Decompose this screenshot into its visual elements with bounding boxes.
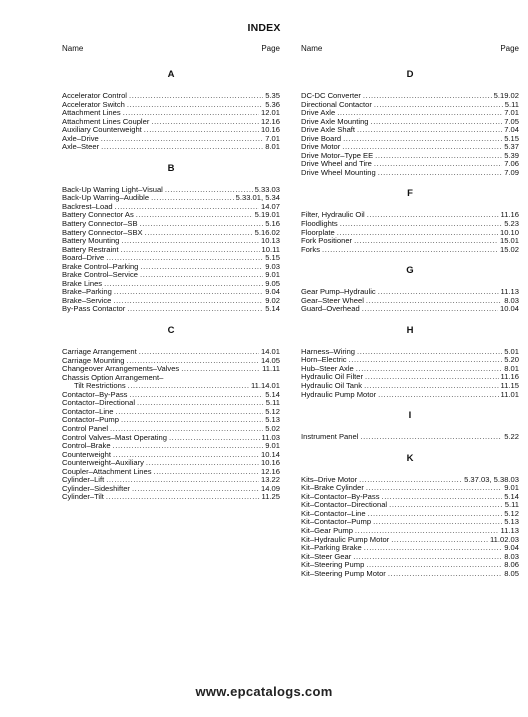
index-column-left <box>62 44 280 502</box>
dot-leader <box>140 220 264 229</box>
entry-name: Kit–Contactor–Pump <box>301 517 372 527</box>
entry-name: Carriage Mounting <box>62 355 125 365</box>
name-column-label: Name <box>301 44 323 53</box>
entry-name: Control–Brake <box>62 441 111 451</box>
entry-page: 11.15 <box>500 381 519 391</box>
entry-page: 15.01 <box>499 236 519 246</box>
index-section-k <box>301 452 519 579</box>
section-letter: F <box>407 188 413 200</box>
entry-name: Control Valves–Mast Operating <box>62 432 167 442</box>
entry-name: Filter, Hydraulic Oil <box>301 210 365 220</box>
entry-page: 7.06 <box>504 159 519 169</box>
dot-leader <box>181 365 260 374</box>
entry-name: Attachment Lines Coupler <box>62 116 150 126</box>
entry-name: Cylinder–Tilt <box>62 492 104 502</box>
entry-name: Brake–Parking <box>62 287 112 297</box>
dot-leader <box>378 391 498 400</box>
dot-leader <box>144 126 259 135</box>
dot-leader <box>374 101 503 110</box>
entry-name: Gear–Steer Wheel <box>301 295 364 305</box>
entry-page: 5.16.02 <box>254 227 280 237</box>
index-section-i <box>301 409 519 442</box>
entry-name: Backrest–Load <box>62 201 113 211</box>
entry-page: 11.02.03 <box>490 534 519 544</box>
entry-page: 10.04 <box>499 304 519 314</box>
entry-page: 8.01 <box>265 142 280 152</box>
entry-page: 8.06 <box>504 560 519 570</box>
entry-name: Forks <box>301 244 320 254</box>
dot-leader <box>121 416 263 425</box>
index-entry <box>301 391 519 400</box>
index-entry <box>62 143 280 152</box>
index-section-a <box>62 68 280 152</box>
entry-name: Kit–Contactor–Line <box>301 508 366 518</box>
dot-leader <box>129 391 263 400</box>
entry-name: Kits–Drive Motor <box>301 474 358 484</box>
entry-page: 5.37 <box>504 142 519 152</box>
entry-name: Brake–Service <box>62 295 112 305</box>
dot-leader <box>343 135 502 144</box>
entry-page: 12.16 <box>260 116 280 126</box>
entry-name: Counterweight–Auxiliary <box>62 458 144 468</box>
dot-leader <box>127 305 263 314</box>
page-title: INDEX <box>247 22 281 34</box>
index-entry <box>301 246 519 255</box>
section-letter: G <box>406 265 414 277</box>
entry-name: Kit–Contactor–By-Pass <box>301 491 380 501</box>
entry-page: 5.14 <box>504 491 519 501</box>
index-entry <box>301 570 519 579</box>
dot-leader <box>145 229 253 238</box>
index-entry <box>301 305 519 314</box>
dot-leader <box>375 152 502 161</box>
entry-name: Cylinder–Sideshifter <box>62 483 130 493</box>
entry-name: Horn–Electric <box>301 355 347 365</box>
entry-page: 11.03 <box>261 432 280 442</box>
entry-name: Battery Connector–SB <box>62 219 138 229</box>
entry-page: 5.11 <box>504 500 519 510</box>
entry-name: Drive Motor–Type EE <box>301 150 374 160</box>
dot-leader <box>113 297 263 306</box>
entry-page: 10.16 <box>260 125 280 135</box>
entry-page: 8.05 <box>504 568 519 578</box>
entry-page: 9.01 <box>265 441 280 451</box>
index-entry <box>62 305 280 314</box>
entry-page: 5.39 <box>504 150 519 160</box>
section-letter: B <box>167 162 175 174</box>
column-header <box>301 44 519 58</box>
entry-page: 5.23 <box>504 219 519 229</box>
dot-leader <box>121 246 260 255</box>
dot-leader <box>337 229 498 238</box>
entry-page: 5.13 <box>265 415 280 425</box>
entry-name: Kit–Parking Brake <box>301 543 362 553</box>
section-letter: C <box>167 325 175 337</box>
entry-page: 9.04 <box>265 287 280 297</box>
dot-leader <box>101 143 263 152</box>
entry-name: Coupler–Attachment Lines <box>62 466 152 476</box>
entry-name: Contactor–Directional <box>62 398 136 408</box>
entry-page: 11.13 <box>500 525 519 535</box>
dot-leader <box>139 348 259 357</box>
entry-page: 10.13 <box>260 236 280 246</box>
entry-page: 5.15 <box>504 133 519 143</box>
dot-leader <box>388 570 502 579</box>
entry-page: 7.09 <box>504 167 519 177</box>
entry-page: 5.12 <box>504 508 519 518</box>
entry-page: 9.02 <box>265 295 280 305</box>
dot-leader <box>391 536 488 545</box>
entry-name: Brake Control–Parking <box>62 261 139 271</box>
entry-page: 10.14 <box>260 449 280 459</box>
entry-name: Kit–Contactor–Directional <box>301 500 388 510</box>
section-letter: D <box>406 69 414 80</box>
entry-page: 5.11 <box>265 398 280 408</box>
dot-leader <box>357 348 502 357</box>
entry-page: 5.19.02 <box>493 91 519 100</box>
dot-leader <box>389 501 503 510</box>
dot-leader <box>367 211 499 220</box>
entry-name: Hydraulic Oil Tank <box>301 381 363 391</box>
dot-leader <box>113 442 264 451</box>
entry-page: 7.01 <box>504 108 519 118</box>
section-letter: A <box>167 69 175 80</box>
entry-page: 11.14.01 <box>251 381 280 391</box>
entry-page: 9.01 <box>504 483 519 493</box>
dot-leader <box>322 246 498 255</box>
entry-name: Auxiliary Counterweight <box>62 125 142 135</box>
dot-leader <box>116 408 264 417</box>
dot-leader <box>114 288 263 297</box>
dot-leader <box>363 92 492 101</box>
entry-name: Kit–Steer Gear <box>301 551 352 561</box>
entry-page: 8.03 <box>504 551 519 561</box>
entry-name: Axle–Drive <box>62 133 99 143</box>
entry-page: 5.37.03, 5.38.03 <box>464 474 519 484</box>
entry-page: 13.22 <box>260 475 280 485</box>
dot-leader <box>373 518 502 527</box>
entry-name: Attachment Lines <box>62 108 121 118</box>
index-section-h <box>301 324 519 399</box>
entry-name: Drive Axle Shaft <box>301 125 356 135</box>
dot-leader <box>366 297 502 306</box>
index-section-g <box>301 264 519 314</box>
dot-leader <box>371 118 503 127</box>
entry-page: 14.09 <box>260 483 280 493</box>
dot-leader <box>378 169 503 178</box>
entry-name: Changeover Arrangements–Valves <box>62 364 180 374</box>
dot-leader <box>129 92 263 101</box>
dot-leader <box>115 203 259 212</box>
entry-page: 5.11 <box>504 99 519 109</box>
dot-leader <box>365 373 499 382</box>
dot-leader <box>362 305 498 314</box>
entry-page: 15.02 <box>499 244 519 254</box>
entry-page: 14.01 <box>260 347 280 357</box>
section-letter: H <box>406 324 414 336</box>
entry-page: 9.01 <box>265 270 280 280</box>
entry-page: 5.14 <box>265 389 280 399</box>
dot-leader <box>366 484 502 493</box>
entry-name: Chassis Option Arrangement– <box>62 372 164 382</box>
dot-leader <box>151 194 234 203</box>
entry-name: Battery Restraint <box>62 244 119 254</box>
dot-leader <box>169 434 260 443</box>
dot-leader <box>359 476 462 485</box>
left-sections <box>62 68 280 502</box>
entry-page: 5.01 <box>504 346 519 356</box>
dot-leader <box>140 271 263 280</box>
entry-name: Drive Wheel Mounting <box>301 167 376 177</box>
index-entry <box>301 169 519 178</box>
dot-leader <box>366 561 502 570</box>
section-letter: K <box>406 452 414 464</box>
entry-name: Guard–Overhead <box>301 304 360 314</box>
entry-name: Axle–Steer <box>62 142 100 152</box>
entry-page: 7.05 <box>504 116 519 126</box>
entry-name: Contactor–Line <box>62 406 114 416</box>
entry-page: 14.07 <box>260 201 280 211</box>
entry-name: Kit–Hydraulic Pump Motor <box>301 534 390 544</box>
dot-leader <box>364 544 502 553</box>
entry-page: 5.15 <box>265 253 280 263</box>
index-section-b <box>62 162 280 314</box>
entry-page: 7.01 <box>265 133 280 143</box>
entry-name: Drive Board <box>301 133 342 143</box>
entry-name: Counterweight <box>62 449 111 459</box>
entry-name: Hydraulic Oil Filter <box>301 372 364 382</box>
entry-page: 5.12 <box>265 406 280 416</box>
dot-leader <box>136 211 253 220</box>
entry-page: 10.10 <box>499 227 519 237</box>
entry-name: By-Pass Contactor <box>62 304 126 314</box>
dot-leader <box>382 493 503 502</box>
entry-name: Harness–Wiring <box>301 346 356 356</box>
dot-leader <box>151 118 259 127</box>
entry-name: Kit–Steering Pump Motor <box>301 568 386 578</box>
entry-page: 11.16 <box>500 372 519 382</box>
page-column-label: Page <box>500 44 519 53</box>
entry-name: Kit–Brake Cylinder <box>301 483 364 493</box>
dot-leader <box>360 433 502 442</box>
entry-name: Cylinder–Lift <box>62 475 105 485</box>
entry-name: Fork Positioner <box>301 236 353 246</box>
entry-name: Battery Connector As <box>62 210 134 220</box>
entry-name: Directional Contactor <box>301 99 372 109</box>
entry-name: Battery Connector–SBX <box>62 227 143 237</box>
dot-leader <box>354 237 498 246</box>
entry-name: Back-Up Warring–Audible <box>62 193 150 203</box>
entry-page: 9.05 <box>265 278 280 288</box>
right-sections <box>301 68 519 578</box>
entry-name: Kit–Steering Pump <box>301 560 365 570</box>
entry-page: 10.11 <box>261 244 280 254</box>
entry-name: Contactor–By-Pass <box>62 389 128 399</box>
entry-page: 12.16 <box>260 466 280 476</box>
entry-name: Brake Lines <box>62 278 103 288</box>
entry-name: Accelerator Control <box>62 91 127 100</box>
entry-page: 5.33.01, 5.34 <box>235 193 280 203</box>
entry-name: Carriage Arrangement <box>62 347 137 357</box>
page-column-label: Page <box>261 44 280 53</box>
entry-page: 8.01 <box>504 363 519 373</box>
watermark-text: www.epcatalogs.com <box>195 684 333 699</box>
entry-name: Back-Up Warring Light–Visual <box>62 184 163 194</box>
entry-page: 5.13 <box>504 517 519 527</box>
entry-page: 5.33.03 <box>254 184 280 194</box>
entry-name: DC-DC Converter <box>301 91 361 100</box>
name-column-label: Name <box>62 44 84 53</box>
entry-page: 10.16 <box>260 458 280 468</box>
index-section-f <box>301 187 519 254</box>
entry-name: Gear Pump–Hydraulic <box>301 287 376 297</box>
dot-leader <box>146 459 259 468</box>
entry-name: Kit–Gear Pump <box>301 525 353 535</box>
entry-name: Hub–Steer Axle <box>301 363 354 373</box>
entry-page: 5.20 <box>504 355 519 365</box>
index-entry <box>62 493 280 502</box>
dot-leader <box>340 220 502 229</box>
entry-name: Tilt Restrictions <box>74 381 126 391</box>
dot-leader <box>364 382 498 391</box>
entry-name: Drive Axle Mounting <box>301 116 369 126</box>
entry-page: 14.05 <box>260 355 280 365</box>
entry-page: 12.01 <box>260 108 280 118</box>
entry-name: Control Panel <box>62 423 109 433</box>
dot-leader <box>137 399 264 408</box>
dot-leader <box>121 237 259 246</box>
entry-page: 8.03 <box>504 295 519 305</box>
entry-name: Brake Control–Service <box>62 270 138 280</box>
entry-page: 5.22 <box>504 432 519 442</box>
dot-leader <box>368 510 503 519</box>
dot-leader <box>101 135 264 144</box>
entry-page: 9.03 <box>265 261 280 271</box>
dot-leader <box>128 382 249 391</box>
entry-name: Drive Motor <box>301 142 341 152</box>
dot-leader <box>127 101 263 110</box>
entry-name: Hydraulic Pump Motor <box>301 389 377 399</box>
entry-page: 5.19.01 <box>254 210 280 220</box>
dot-leader <box>106 493 260 502</box>
dot-leader <box>154 468 259 477</box>
entry-name: Drive Axle <box>301 108 336 118</box>
dot-leader <box>349 356 503 365</box>
entry-page: 11.11 <box>262 364 280 374</box>
entry-name: Accelerator Switch <box>62 99 125 109</box>
index-entry <box>301 237 519 246</box>
index-section-c <box>62 324 280 502</box>
index-column-right <box>301 44 519 578</box>
entry-page: 9.04 <box>504 543 519 553</box>
entry-name: Drive Wheel and Tire <box>301 159 372 169</box>
dot-leader <box>140 263 263 272</box>
column-header <box>62 44 280 58</box>
entry-name: Contactor–Pump <box>62 415 119 425</box>
entry-page: 5.35 <box>265 91 280 100</box>
entry-page: 5.14 <box>265 304 280 314</box>
section-letter: I <box>408 410 412 422</box>
index-section-d <box>301 68 519 177</box>
entry-page: 5.36 <box>265 99 280 109</box>
entry-name: Floorplate <box>301 227 335 237</box>
entry-page: 5.16 <box>265 219 280 229</box>
dot-leader <box>353 553 502 562</box>
entry-page: 11.13 <box>500 287 519 297</box>
dot-leader <box>357 126 502 135</box>
entry-page: 11.16 <box>500 210 519 220</box>
entry-name: Instrument Panel <box>301 432 359 442</box>
entry-name: Floodlights <box>301 219 338 229</box>
dot-leader <box>356 365 502 374</box>
entry-name: Board–Drive <box>62 253 105 263</box>
dot-leader <box>132 485 259 494</box>
dot-leader <box>374 160 502 169</box>
entry-name: Battery Mounting <box>62 236 120 246</box>
entry-page: 11.01 <box>500 389 519 399</box>
entry-page: 5.02 <box>265 423 280 433</box>
dot-leader <box>104 280 263 289</box>
entry-page: 11.25 <box>261 492 280 502</box>
dot-leader <box>378 288 499 297</box>
index-entry <box>301 433 519 442</box>
entry-page: 7.04 <box>504 125 519 135</box>
